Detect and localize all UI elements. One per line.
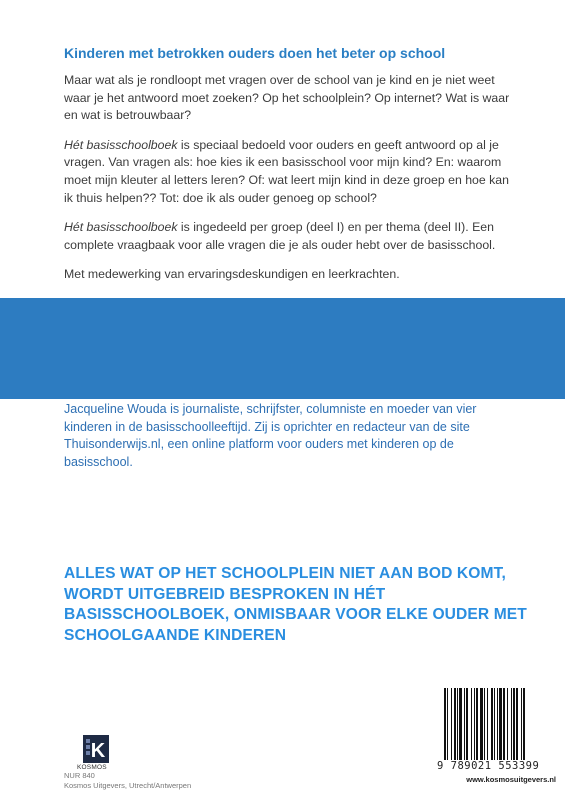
publisher-url: www.kosmosuitgevers.nl (466, 775, 556, 784)
logo-letter: K (90, 740, 106, 762)
tagline: ALLES WAT OP HET SCHOOLPLEIN NIET AAN BOD KOMT, WORDT UITGEBREID BESPROKEN IN HÉT BASISSCHOOLBOEK, ONMISBAAR VOOR ELKE OUDER MET SCHOOLGAANDE KINDEREN (64, 565, 527, 644)
blue-band (0, 298, 565, 399)
structure-paragraph (64, 219, 514, 254)
description-paragraph (64, 137, 514, 207)
author-bio: Jacqueline Wouda is journaliste, schrijfster, columniste en moeder van vier kinderen in de basisschoolleeftijd. Zij is oprichter en redacteur van de site Thuisonderwijs.nl, een online platform voor ouders met kinderen op de basisschool. (64, 402, 477, 470)
isbn-digits: 9 789021 553399 (437, 760, 540, 772)
back-cover-text (64, 44, 514, 296)
contributors-paragraph: Met medewerking van ervaringsdeskundigen en leerkrachten. (64, 267, 400, 282)
book-title: Hét basisschoolboek (64, 137, 178, 152)
description-text: is speciaal bedoeld voor ouders en geeft antwoord op al je vragen. Van vragen als: hoe kies ik een basisschool voor mijn kind? En: waarom moet mijn kleuter al letters leren? Of: wat leert mijn kind in deze groep en hoe kan ik thuis helpen?? Tot: doe ik als ouder genoeg op school? (64, 137, 509, 205)
publisher-name: Kosmos Uitgevers, Utrecht/Antwerpen (64, 781, 192, 790)
headline: Kinderen met betrokken ouders doen het beter op school (64, 45, 446, 61)
book-title: Hét basisschoolboek (64, 220, 178, 235)
barcode-bars (444, 688, 552, 760)
structure-text: is ingedeeld per groep (deel I) en per thema (deel II). Een complete vraagbaak voor alle vragen die je als ouder hebt over de basisschool. (64, 220, 496, 252)
kosmos-logo-icon (83, 735, 109, 763)
logo-label: KOSMOS (77, 764, 107, 771)
isbn-barcode (436, 686, 558, 788)
intro-paragraph: Maar wat als je rondloopt met vragen over de school van je kind en je niet weet waar je het antwoord moet zoeken? Op het schoolplein? Op internet? Wat is waar en wat is betrouwbaar? (64, 73, 510, 123)
publisher-logo (77, 735, 119, 771)
nur-code: NUR 840 (64, 771, 95, 780)
